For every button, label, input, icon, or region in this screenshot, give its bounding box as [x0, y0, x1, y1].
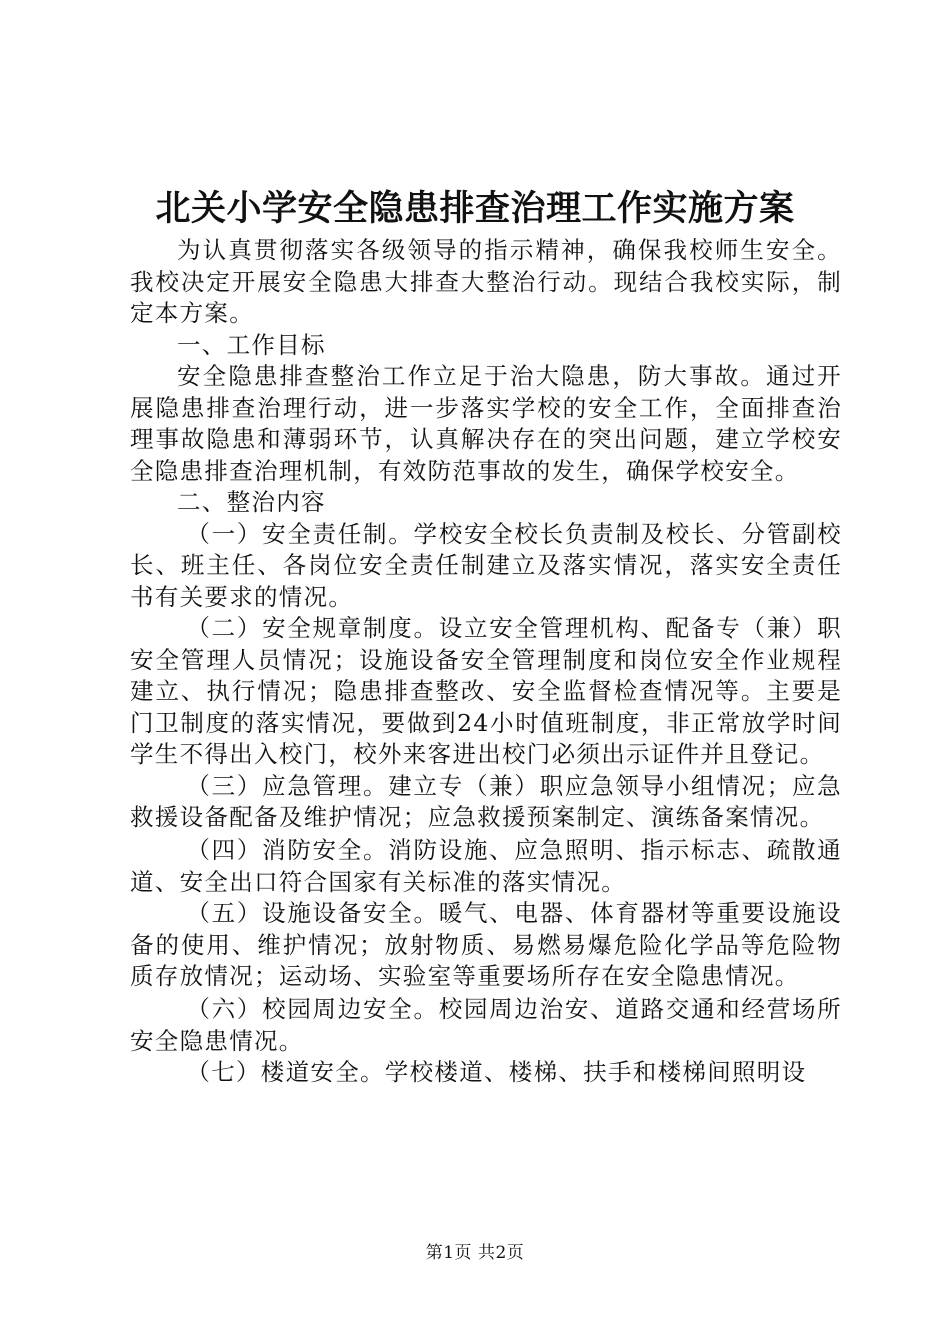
section-heading-content: 二、整治内容 — [177, 488, 326, 516]
content-item-4: （四）消防安全。消防设施、应急照明、指示标志、疏散通道、安全出口符合国家有关标准的落实情况。 — [130, 836, 842, 896]
content-item-5: （五）设施设备安全。暖气、电器、体育器材等重要设施设备的使用、维护情况；放射物质、易燃易爆危险化学品等危险物质存放情况；运动场、实验室等重要场所存在安全隐患情况。 — [130, 899, 842, 990]
content-item-3: （三）应急管理。建立专（兼）职应急领导小组情况；应急救援设备配备及维护情况；应急救援预案制定、演练备案情况。 — [130, 771, 842, 831]
content-item-7: （七）楼道安全。学校楼道、楼梯、扶手和楼梯间照明设 — [186, 1058, 807, 1086]
content-item-6: （六）校园周边安全。校园周边治安、道路交通和经营场所安全隐患情况。 — [130, 995, 842, 1055]
page-number-footer: 第1页 共2页 — [425, 1243, 525, 1263]
document-body — [130, 235, 842, 1089]
intro-paragraph: 为认真贯彻落实各级领导的指示精神，确保我校师生安全。我校决定开展安全隐患大排查大整治行动。现结合我校实际，制定本方案。 — [130, 236, 842, 327]
section-heading-goals: 一、工作目标 — [177, 330, 326, 359]
goals-paragraph: 安全隐患排查整治工作立足于治大隐患，防大事故。通过开展隐患排查治理行动，进一步落实学校的安全工作，全面排查治理事故隐患和薄弱环节，认真解决存在的突出问题，建立学校安全隐患排查治理机制，有效防范事故的发生，确保学校安全。 — [130, 362, 842, 485]
document-title: 北关小学安全隐患排查治理工作实施方案 — [155, 188, 795, 229]
content-item-1: （一）安全责任制。学校安全校长负责制及校长、分管副校长、班主任、各岗位安全责任制建立及落实情况，落实安全责任书有关要求的情况。 — [130, 519, 842, 611]
content-item-2: （二）安全规章制度。设立安全管理机构、配备专（兼）职安全管理人员情况；设施设备安全管理制度和岗位安全作业规程建立、执行情况；隐患排查整改、安全监督检查情况等。主要是门卫制度的落实情况，要做到24小时值班制度，非正常放学时间学生不得出入校门，校外来客进出校门必须出示证件并且登记。 — [130, 614, 842, 768]
